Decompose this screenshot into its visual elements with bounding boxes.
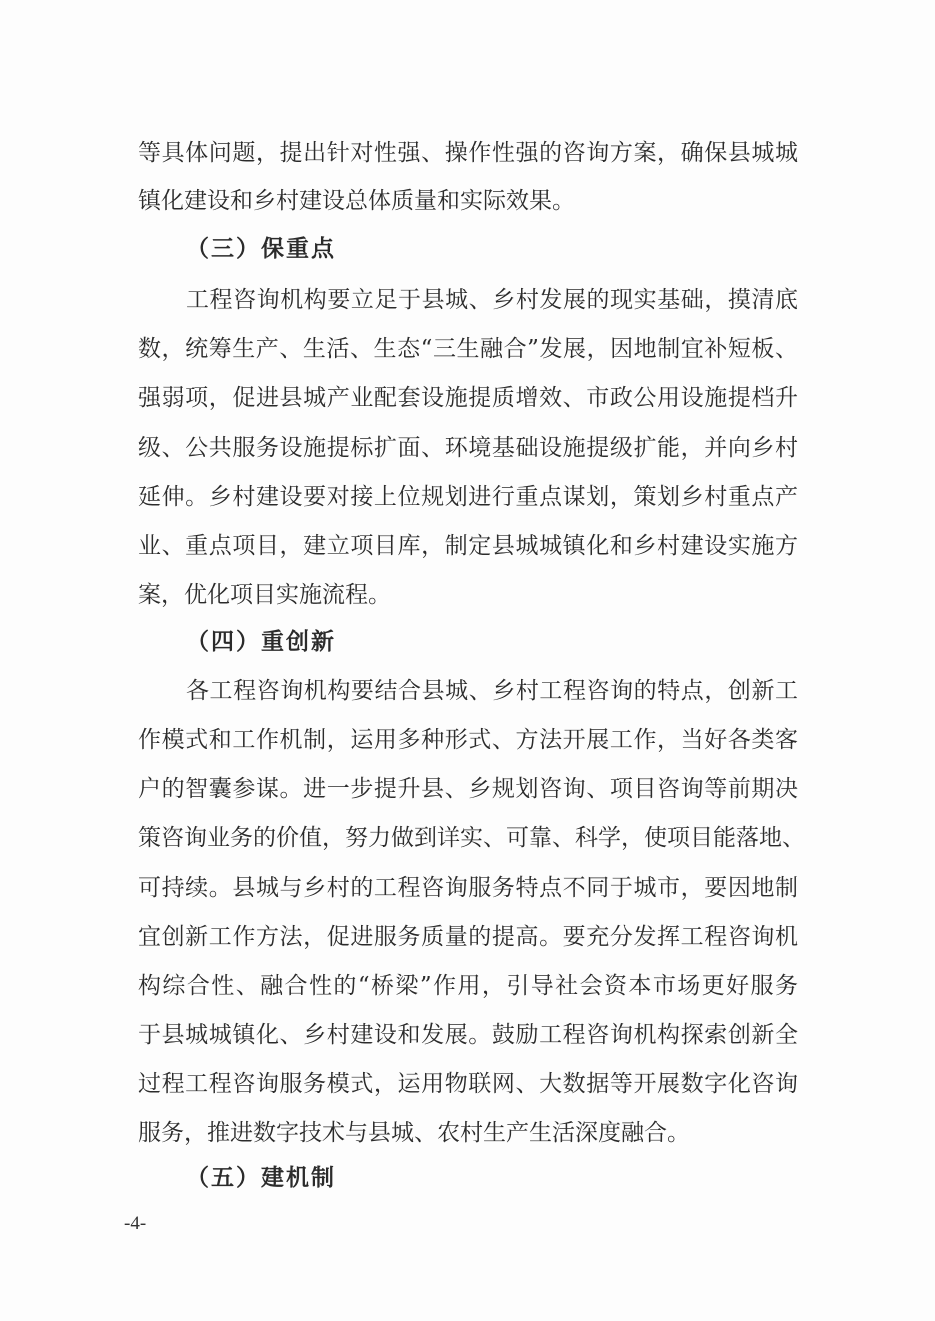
paragraph-prev-line-1: 等具体问题，提出针对性强、操作性强的咨询方案，确保县城城 [138,140,798,166]
section-heading-4: （四）重创新 [186,628,336,655]
section4-line-3: 户的智囊参谋。进一步提升县、乡规划咨询、项目咨询等前期决 [138,776,798,802]
section-heading-5: （五）建机制 [186,1164,336,1191]
section4-line-9: 过程工程咨询服务模式，运用物联网、大数据等开展数字化咨询 [138,1071,798,1097]
section3-line-1: 工程咨询机构要立足于县城、乡村发展的现实基础，摸清底 [186,287,798,313]
section4-line-4: 策咨询业务的价值，努力做到详实、可靠、科学，使项目能落地、 [138,825,805,851]
section4-line-2: 作模式和工作机制，运用多种形式、方法开展工作，当好各类客 [138,727,798,753]
section4-line-10: 服务，推进数字技术与县城、农村生产生活深度融合。 [138,1120,690,1146]
section3-line-2: 数，统筹生产、生活、生态“三生融合”发展，因地制宜补短板、 [138,336,798,362]
section3-line-5: 延伸。乡村建设要对接上位规划进行重点谋划，策划乡村重点产 [138,484,798,510]
section3-line-4: 级、公共服务设施提标扩面、环境基础设施提级扩能，并向乡村 [138,435,798,461]
section4-line-7: 构综合性、融合性的“桥梁”作用，引导社会资本市场更好服务 [138,973,798,999]
section4-line-8: 于县城城镇化、乡村建设和发展。鼓励工程咨询机构探索创新全 [138,1022,798,1048]
section-heading-3: （三）保重点 [186,235,336,262]
section3-line-6: 业、重点项目，建立项目库，制定县城城镇化和乡村建设实施方 [138,533,798,559]
section4-line-1: 各工程咨询机构要结合县城、乡村工程咨询的特点，创新工 [186,678,798,704]
section4-line-5: 可持续。县城与乡村的工程咨询服务特点不同于城市，要因地制 [138,875,798,901]
section4-line-6: 宜创新工作方法，促进服务质量的提高。要充分发挥工程咨询机 [138,924,798,950]
page-number: -4- [124,1213,147,1234]
section3-line-3: 强弱项，促进县城产业配套设施提质增效、市政公用设施提档升 [138,385,798,411]
paragraph-prev-line-2: 镇化建设和乡村建设总体质量和实际效果。 [138,188,575,214]
section3-line-7: 案，优化项目实施流程。 [138,582,391,608]
